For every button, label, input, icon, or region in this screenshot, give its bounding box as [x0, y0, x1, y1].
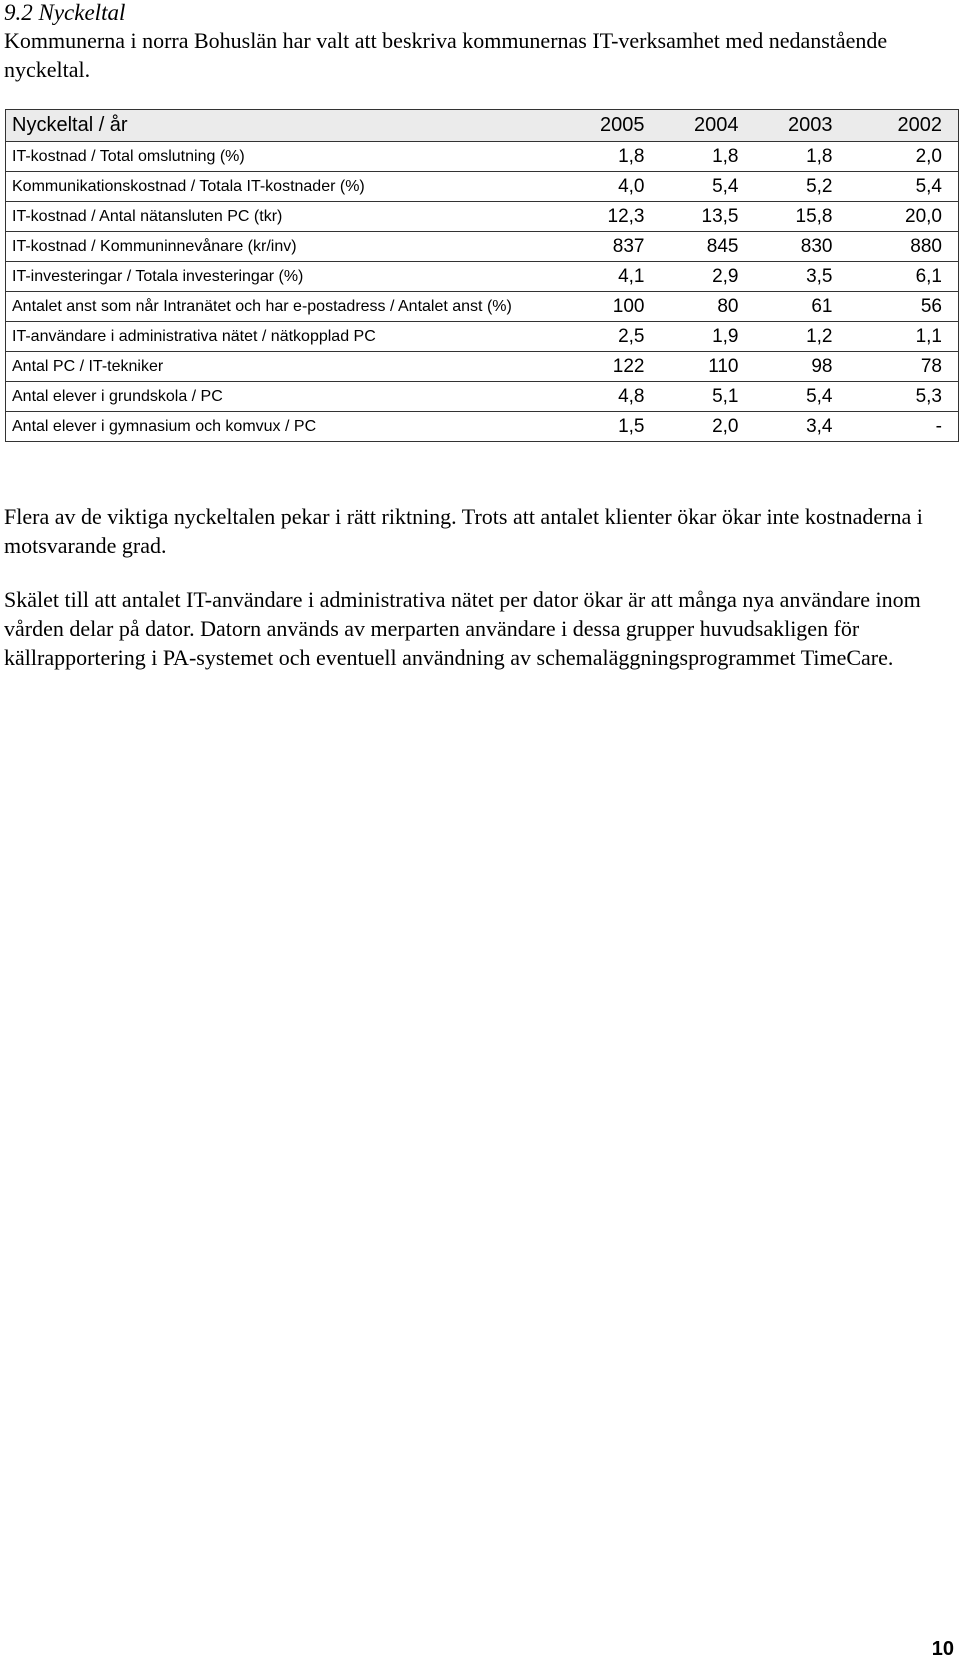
row-value: 1,5	[561, 412, 661, 442]
header-year: 2004	[661, 110, 755, 142]
row-value: 110	[661, 352, 755, 382]
body-paragraph: Flera av de viktiga nyckeltalen pekar i rätt riktning. Trots att antalet klienter ökar ökar inte kostnaderna i motsvarande grad.	[4, 504, 923, 558]
table-row	[6, 202, 959, 232]
row-value: 3,4	[755, 412, 849, 442]
row-value: 61	[755, 292, 849, 322]
table-row	[6, 292, 959, 322]
row-value: 5,4	[661, 172, 755, 202]
row-value: 5,2	[755, 172, 849, 202]
table-row	[6, 142, 959, 172]
row-value: 2,5	[561, 322, 661, 352]
table-header-row	[6, 110, 959, 142]
row-value: 1,8	[755, 142, 849, 172]
row-value: 5,1	[661, 382, 755, 412]
page-number: 10	[931, 1638, 954, 1660]
row-value: 880	[849, 232, 959, 262]
row-label: IT-kostnad / Antal nätansluten PC (tkr)	[6, 202, 561, 232]
row-value: 12,3	[561, 202, 661, 232]
header-year: 2005	[561, 110, 661, 142]
kpi-table	[5, 109, 959, 442]
row-label: IT-kostnad / Total omslutning (%)	[6, 142, 561, 172]
table-row	[6, 412, 959, 442]
row-value: 1,8	[561, 142, 661, 172]
row-label: Antal elever i grundskola / PC	[6, 382, 561, 412]
row-label: IT-kostnad / Kommuninnevånare (kr/inv)	[6, 232, 561, 262]
row-label: Kommunikationskostnad / Totala IT-kostnader (%)	[6, 172, 561, 202]
row-value: 830	[755, 232, 849, 262]
row-value: 6,1	[849, 262, 959, 292]
row-value: 2,9	[661, 262, 755, 292]
row-label: Antalet anst som når Intranätet och har e-postadress / Antalet anst (%)	[6, 292, 561, 322]
row-label: Antal elever i gymnasium och komvux / PC	[6, 412, 561, 442]
header-year: 2002	[849, 110, 959, 142]
table-row	[6, 382, 959, 412]
intro-paragraph: Kommunerna i norra Bohuslän har valt att beskriva kommunernas IT-verksamhet med nedanstående nyckeltal.	[4, 28, 888, 82]
row-value: 5,3	[849, 382, 959, 412]
body-paragraph: Skälet till att antalet IT-användare i administrativa nätet per dator ökar är att många nya användare inom vården delar på dator. Datorn används av merparten användare i dessa grupper huvudsakligen för källrapportering i PA-systemet och eventuell användning av schemaläggningsprogrammet TimeCare.	[4, 587, 921, 670]
row-value: 98	[755, 352, 849, 382]
row-value: 122	[561, 352, 661, 382]
row-value: 4,8	[561, 382, 661, 412]
row-value: 2,0	[849, 142, 959, 172]
row-value: 100	[561, 292, 661, 322]
row-value: 80	[661, 292, 755, 322]
row-value: 1,1	[849, 322, 959, 352]
row-value: 13,5	[661, 202, 755, 232]
row-value: 78	[849, 352, 959, 382]
table-row	[6, 322, 959, 352]
row-label: Antal PC / IT-tekniker	[6, 352, 561, 382]
row-value: 5,4	[755, 382, 849, 412]
header-year: 2003	[755, 110, 849, 142]
header-label: Nyckeltal / år	[6, 110, 561, 142]
row-value: -	[849, 412, 959, 442]
table-row	[6, 262, 959, 292]
row-value: 5,4	[849, 172, 959, 202]
row-value: 1,2	[755, 322, 849, 352]
section-heading: 9.2 Nyckeltal	[4, 0, 126, 25]
row-value: 1,8	[661, 142, 755, 172]
row-value: 20,0	[849, 202, 959, 232]
row-value: 3,5	[755, 262, 849, 292]
row-value: 15,8	[755, 202, 849, 232]
row-value: 2,0	[661, 412, 755, 442]
row-label: IT-investeringar / Totala investeringar (%)	[6, 262, 561, 292]
row-value: 1,9	[661, 322, 755, 352]
table-row	[6, 172, 959, 202]
row-value: 4,1	[561, 262, 661, 292]
table-row	[6, 352, 959, 382]
row-label: IT-användare i administrativa nätet / nätkopplad PC	[6, 322, 561, 352]
row-value: 845	[661, 232, 755, 262]
row-value: 837	[561, 232, 661, 262]
table-row	[6, 232, 959, 262]
row-value: 4,0	[561, 172, 661, 202]
row-value: 56	[849, 292, 959, 322]
